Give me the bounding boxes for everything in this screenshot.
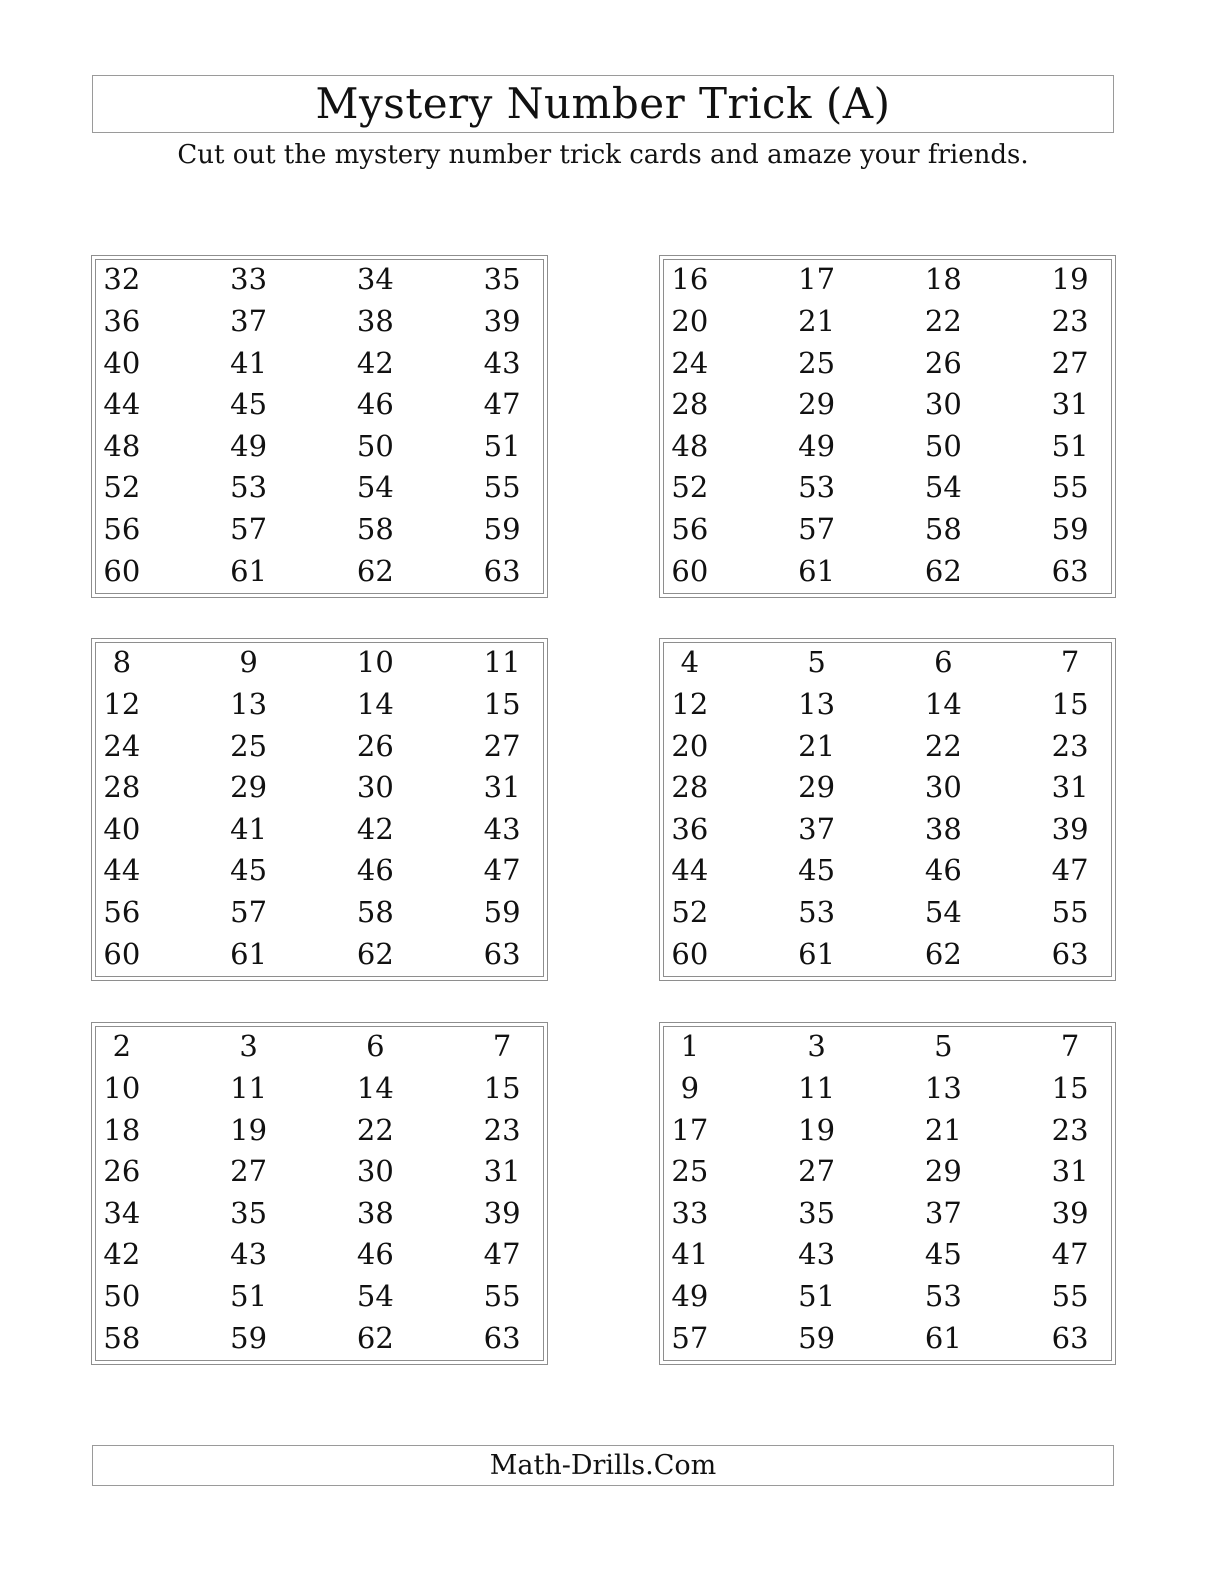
card-number: 58 bbox=[356, 512, 394, 547]
card-number: 53 bbox=[230, 470, 268, 505]
card-number: 11 bbox=[798, 1070, 836, 1105]
card-number: 52 bbox=[103, 470, 141, 505]
card-number: 34 bbox=[103, 1195, 141, 1230]
card-number: 62 bbox=[356, 936, 394, 971]
card-number: 2 bbox=[112, 1029, 132, 1064]
card-number: 22 bbox=[356, 1112, 394, 1147]
card-number: 43 bbox=[483, 345, 521, 380]
card-number: 56 bbox=[671, 512, 709, 547]
card-number: 50 bbox=[924, 428, 962, 463]
card-number: 31 bbox=[1051, 1154, 1089, 1189]
card-number: 3 bbox=[239, 1029, 258, 1064]
card-number: 45 bbox=[230, 387, 268, 422]
card-number: 19 bbox=[1051, 262, 1089, 297]
card-number: 45 bbox=[924, 1237, 962, 1272]
card-number: 35 bbox=[230, 1195, 268, 1230]
card-number: 7 bbox=[492, 1029, 512, 1064]
card-number: 59 bbox=[230, 1320, 268, 1355]
card-number: 28 bbox=[103, 770, 141, 805]
card-number: 38 bbox=[356, 1195, 394, 1230]
card-number: 15 bbox=[483, 1070, 521, 1105]
card-number: 63 bbox=[483, 1320, 521, 1355]
page-title: Mystery Number Trick (A) bbox=[315, 79, 891, 128]
card-number: 9 bbox=[239, 645, 258, 680]
card-number: 51 bbox=[1051, 428, 1089, 463]
card-number: 6 bbox=[366, 1029, 385, 1064]
card-number: 48 bbox=[103, 428, 141, 463]
card-number: 58 bbox=[356, 895, 394, 930]
card-number: 63 bbox=[1051, 1320, 1089, 1355]
card-number: 24 bbox=[103, 728, 141, 763]
trick-card-6 bbox=[659, 1022, 1116, 1365]
card-number: 48 bbox=[671, 428, 709, 463]
card-number: 45 bbox=[798, 853, 836, 888]
card-number: 37 bbox=[230, 303, 268, 338]
card-number: 39 bbox=[483, 1195, 521, 1230]
card-number: 12 bbox=[671, 686, 709, 721]
card-number: 62 bbox=[356, 1320, 394, 1355]
card-number: 59 bbox=[798, 1320, 836, 1355]
card-number: 43 bbox=[230, 1237, 268, 1272]
card-number: 51 bbox=[798, 1279, 836, 1314]
card-number: 52 bbox=[671, 470, 709, 505]
card-number: 54 bbox=[356, 1279, 394, 1314]
card-number: 35 bbox=[483, 262, 521, 297]
card-number: 50 bbox=[103, 1279, 141, 1314]
card-number: 47 bbox=[483, 853, 521, 888]
card-number: 18 bbox=[103, 1112, 141, 1147]
card-number: 14 bbox=[924, 686, 962, 721]
card-number: 27 bbox=[798, 1154, 836, 1189]
card-number: 23 bbox=[483, 1112, 521, 1147]
card-number: 41 bbox=[230, 811, 268, 846]
card-grid bbox=[663, 642, 1112, 977]
card-number: 26 bbox=[924, 345, 962, 380]
card-number: 28 bbox=[671, 770, 709, 805]
card-number: 33 bbox=[230, 262, 268, 297]
card-number: 55 bbox=[1051, 1279, 1089, 1314]
card-number: 30 bbox=[356, 770, 394, 805]
card-number: 58 bbox=[924, 512, 962, 547]
card-number: 44 bbox=[671, 853, 709, 888]
card-number: 22 bbox=[924, 303, 962, 338]
card-number: 31 bbox=[1051, 387, 1089, 422]
trick-card-2 bbox=[659, 255, 1116, 598]
card-number: 21 bbox=[798, 303, 836, 338]
card-number: 34 bbox=[356, 262, 394, 297]
card-number: 63 bbox=[1051, 553, 1089, 588]
card-number: 15 bbox=[1051, 686, 1089, 721]
footer-site-name: Math-Drills.Com bbox=[489, 1450, 717, 1481]
card-number: 28 bbox=[671, 387, 709, 422]
card-number: 23 bbox=[1051, 303, 1089, 338]
card-number: 14 bbox=[356, 1070, 394, 1105]
card-number: 27 bbox=[483, 728, 521, 763]
card-number: 29 bbox=[924, 1154, 962, 1189]
card-number: 29 bbox=[230, 770, 268, 805]
card-number: 42 bbox=[103, 1237, 141, 1272]
card-number: 10 bbox=[103, 1070, 141, 1105]
card-number: 9 bbox=[680, 1070, 700, 1105]
card-grid bbox=[663, 1026, 1112, 1361]
card-number: 21 bbox=[798, 728, 836, 763]
card-number: 6 bbox=[934, 645, 953, 680]
footer-box bbox=[92, 1445, 1114, 1486]
card-number: 13 bbox=[924, 1070, 962, 1105]
card-number: 17 bbox=[671, 1112, 709, 1147]
card-number: 13 bbox=[230, 686, 268, 721]
card-number: 24 bbox=[671, 345, 709, 380]
card-number: 5 bbox=[934, 1029, 953, 1064]
card-number: 22 bbox=[924, 728, 962, 763]
card-number: 25 bbox=[230, 728, 268, 763]
card-number: 58 bbox=[103, 1320, 141, 1355]
card-number: 39 bbox=[483, 303, 521, 338]
card-number: 11 bbox=[483, 645, 521, 680]
card-number: 25 bbox=[671, 1154, 709, 1189]
trick-card-4 bbox=[659, 638, 1116, 981]
card-number: 27 bbox=[1051, 345, 1089, 380]
card-number: 41 bbox=[671, 1237, 709, 1272]
card-number: 57 bbox=[230, 512, 268, 547]
card-number: 55 bbox=[1051, 470, 1089, 505]
card-number: 4 bbox=[680, 645, 700, 680]
card-number: 60 bbox=[103, 553, 141, 588]
card-number: 31 bbox=[483, 1154, 521, 1189]
card-number: 29 bbox=[798, 387, 836, 422]
card-number: 38 bbox=[924, 811, 962, 846]
card-number: 16 bbox=[671, 262, 709, 297]
card-number: 37 bbox=[798, 811, 836, 846]
card-number: 23 bbox=[1051, 728, 1089, 763]
card-number: 20 bbox=[671, 728, 709, 763]
card-number: 19 bbox=[798, 1112, 836, 1147]
card-number: 49 bbox=[230, 428, 268, 463]
card-number: 42 bbox=[356, 345, 394, 380]
card-number: 53 bbox=[924, 1279, 962, 1314]
card-number: 60 bbox=[103, 936, 141, 971]
card-number: 39 bbox=[1051, 811, 1089, 846]
card-number: 26 bbox=[103, 1154, 141, 1189]
instructions: Cut out the mystery number trick cards and amaze your friends. bbox=[177, 140, 1029, 170]
card-number: 47 bbox=[1051, 1237, 1089, 1272]
card-number: 51 bbox=[483, 428, 521, 463]
card-number: 3 bbox=[807, 1029, 826, 1064]
card-number: 30 bbox=[924, 387, 962, 422]
card-number: 31 bbox=[1051, 770, 1089, 805]
card-number: 53 bbox=[798, 895, 836, 930]
card-number: 42 bbox=[356, 811, 394, 846]
card-number: 59 bbox=[483, 512, 521, 547]
card-number: 1 bbox=[680, 1029, 700, 1064]
card-number: 61 bbox=[230, 936, 268, 971]
card-number: 57 bbox=[230, 895, 268, 930]
card-number: 54 bbox=[924, 470, 962, 505]
card-number: 37 bbox=[924, 1195, 962, 1230]
card-number: 30 bbox=[356, 1154, 394, 1189]
card-number: 55 bbox=[483, 470, 521, 505]
card-number: 61 bbox=[230, 553, 268, 588]
card-number: 63 bbox=[1051, 936, 1089, 971]
card-number: 10 bbox=[356, 645, 394, 680]
trick-card-3 bbox=[91, 638, 548, 981]
card-number: 61 bbox=[798, 936, 836, 971]
card-number: 60 bbox=[671, 936, 709, 971]
card-number: 49 bbox=[798, 428, 836, 463]
card-number: 31 bbox=[483, 770, 521, 805]
card-number: 47 bbox=[483, 387, 521, 422]
card-number: 50 bbox=[356, 428, 394, 463]
card-number: 46 bbox=[356, 853, 394, 888]
card-number: 57 bbox=[798, 512, 836, 547]
card-number: 55 bbox=[1051, 895, 1089, 930]
card-number: 53 bbox=[798, 470, 836, 505]
card-number: 7 bbox=[1060, 645, 1080, 680]
card-number: 46 bbox=[924, 853, 962, 888]
card-number: 61 bbox=[798, 553, 836, 588]
card-number: 18 bbox=[924, 262, 962, 297]
card-number: 5 bbox=[807, 645, 826, 680]
card-number: 47 bbox=[1051, 853, 1089, 888]
card-number: 45 bbox=[230, 853, 268, 888]
card-number: 19 bbox=[230, 1112, 268, 1147]
card-number: 46 bbox=[356, 1237, 394, 1272]
card-number: 30 bbox=[924, 770, 962, 805]
card-number: 44 bbox=[103, 853, 141, 888]
card-number: 54 bbox=[924, 895, 962, 930]
card-number: 14 bbox=[356, 686, 394, 721]
card-number: 51 bbox=[230, 1279, 268, 1314]
card-number: 20 bbox=[671, 303, 709, 338]
card-grid bbox=[95, 259, 544, 594]
card-number: 36 bbox=[671, 811, 709, 846]
card-number: 59 bbox=[483, 895, 521, 930]
card-number: 26 bbox=[356, 728, 394, 763]
card-number: 62 bbox=[924, 553, 962, 588]
card-grid bbox=[663, 259, 1112, 594]
card-number: 59 bbox=[1051, 512, 1089, 547]
card-number: 15 bbox=[1051, 1070, 1089, 1105]
card-number: 47 bbox=[483, 1237, 521, 1272]
card-number: 55 bbox=[483, 1279, 521, 1314]
card-number: 36 bbox=[103, 303, 141, 338]
card-number: 62 bbox=[356, 553, 394, 588]
card-number: 63 bbox=[483, 553, 521, 588]
card-number: 56 bbox=[103, 512, 141, 547]
card-number: 56 bbox=[103, 895, 141, 930]
card-number: 15 bbox=[483, 686, 521, 721]
card-number: 40 bbox=[103, 811, 141, 846]
card-number: 43 bbox=[483, 811, 521, 846]
card-number: 25 bbox=[798, 345, 836, 380]
card-number: 43 bbox=[798, 1237, 836, 1272]
card-number: 13 bbox=[798, 686, 836, 721]
card-number: 29 bbox=[798, 770, 836, 805]
card-number: 61 bbox=[924, 1320, 962, 1355]
card-number: 32 bbox=[103, 262, 141, 297]
card-number: 49 bbox=[671, 1279, 709, 1314]
card-number: 63 bbox=[483, 936, 521, 971]
card-number: 8 bbox=[112, 645, 132, 680]
card-number: 41 bbox=[230, 345, 268, 380]
card-grid bbox=[95, 642, 544, 977]
card-number: 46 bbox=[356, 387, 394, 422]
card-number: 27 bbox=[230, 1154, 268, 1189]
card-number: 38 bbox=[356, 303, 394, 338]
card-number: 57 bbox=[671, 1320, 709, 1355]
card-number: 52 bbox=[671, 895, 709, 930]
card-number: 40 bbox=[103, 345, 141, 380]
card-number: 62 bbox=[924, 936, 962, 971]
card-number: 11 bbox=[230, 1070, 268, 1105]
card-number: 39 bbox=[1051, 1195, 1089, 1230]
card-number: 35 bbox=[798, 1195, 836, 1230]
card-number: 7 bbox=[1060, 1029, 1080, 1064]
card-number: 21 bbox=[924, 1112, 962, 1147]
card-number: 12 bbox=[103, 686, 141, 721]
card-number: 60 bbox=[671, 553, 709, 588]
card-number: 44 bbox=[103, 387, 141, 422]
card-number: 54 bbox=[356, 470, 394, 505]
card-grid bbox=[95, 1026, 544, 1361]
trick-card-5 bbox=[91, 1022, 548, 1365]
card-number: 23 bbox=[1051, 1112, 1089, 1147]
card-number: 17 bbox=[798, 262, 836, 297]
title-box bbox=[92, 75, 1114, 133]
card-number: 33 bbox=[671, 1195, 709, 1230]
trick-card-1 bbox=[91, 255, 548, 598]
